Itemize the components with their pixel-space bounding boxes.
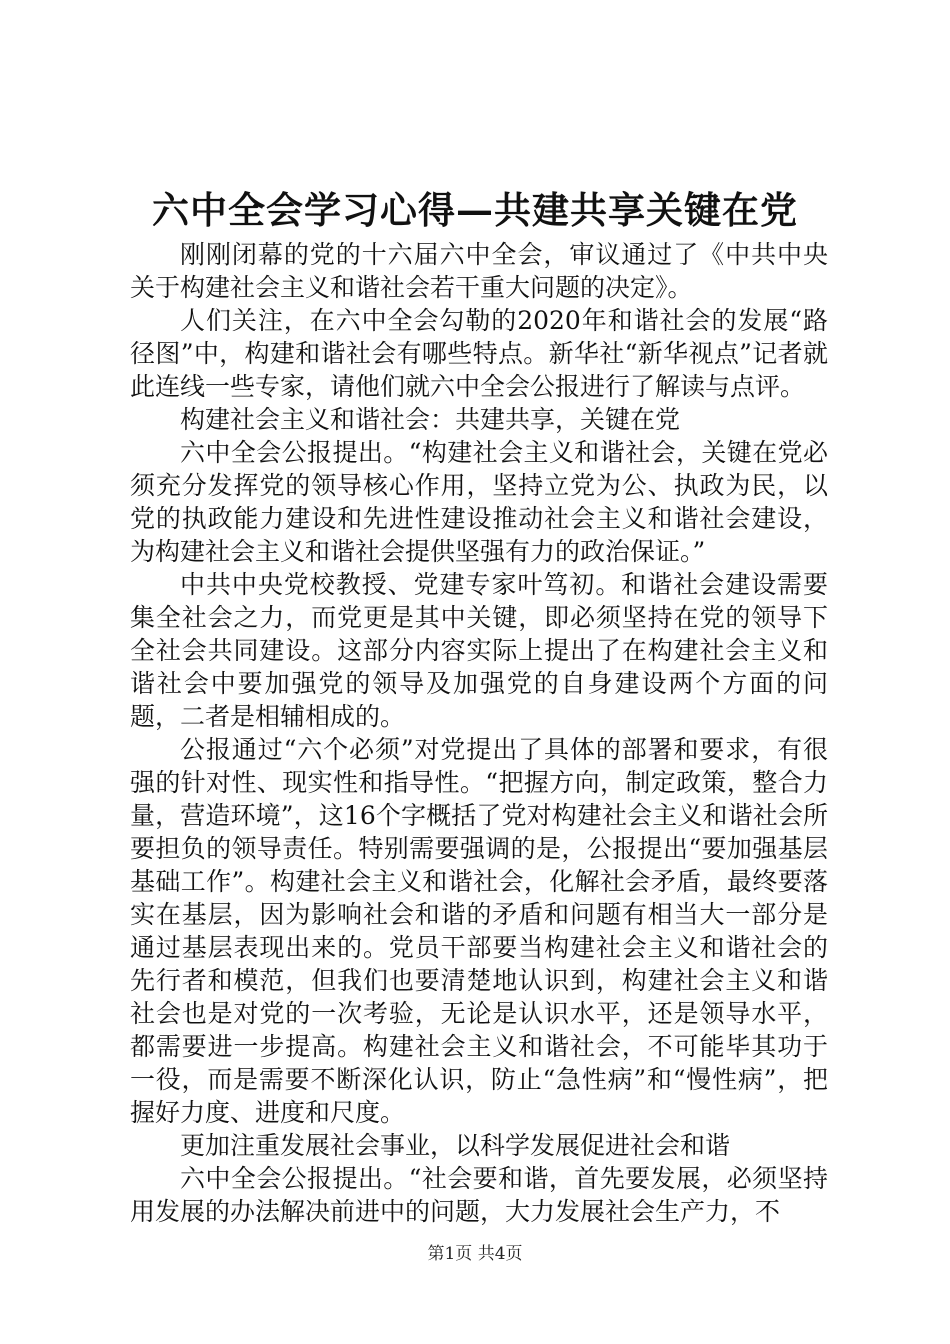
paragraph: 六中全会公报提出。“构建社会主义和谐社会，关键在党必须充分发挥党的领导核心作用，坚持立党为公、执政为民，以党的执政能力建设和先进性建设推动社会主义和谐社会建设，为构建社会主义和谐社会提供坚强有力的政治保证。” (130, 438, 828, 566)
paragraph: 公报通过“六个必须”对党提出了具体的部署和要求，有很强的针对性、现实性和指导性。“把握方向，制定政策，整合力量，营造环境”，这16个字概括了党对构建社会主义和谐社会所要担负的领导责任。特别需要强调的是，公报提出“要加强基层基础工作”。构建社会主义和谐社会，化解社会矛盾，最终要落实在基层，因为影响社会和谐的矛盾和问题有相当大一部分是通过基层表现出来的。党员干部要当构建社会主义和谐社会的先行者和模范，但我们也要清楚地认识到，构建社会主义和谐社会也是对党的一次考验，无论是认识水平，还是领导水平，都需要进一步提高。构建社会主义和谐社会，不可能毕其功于一役，而是需要不断深化认识，防止“急性病”和“慢性病”，把握好力度、进度和尺度。 (130, 735, 828, 1127)
page-number-footer: 第1页 共4页 (427, 1244, 523, 1264)
paragraph: 人们关注，在六中全会勾勒的2020年和谐社会的发展“路径图”中，构建和谐社会有哪些特点。新华社“新华视点”记者就此连线一些专家，请他们就六中全会公报进行了解读与点评。 (130, 306, 828, 401)
paragraph: 中共中央党校教授、党建专家叶笃初。和谐社会建设需要集全社会之力，而党更是其中关键，即必须坚持在党的领导下全社会共同建设。这部分内容实际上提出了在构建社会主义和谐社会中要加强党的领导及加强党的自身建设两个方面的问题，二者是相辅相成的。 (130, 570, 828, 731)
document-title: 六中全会学习心得—共建共享关键在党 (152, 188, 798, 232)
section-heading: 更加注重发展社会事业，以科学发展促进社会和谐 (180, 1131, 731, 1160)
paragraph: 刚刚闭幕的党的十六届六中全会，审议通过了《中共中央关于构建社会主义和谐社会若干重大问题的决定》。 (130, 240, 828, 302)
section-heading: 构建社会主义和谐社会：共建共享，关键在党 (180, 405, 681, 434)
paragraph: 六中全会公报提出。“社会要和谐，首先要发展，必须坚持用发展的办法解决前进中的问题，大力发展社会生产力，不 (130, 1164, 828, 1226)
document-body (130, 238, 828, 1228)
